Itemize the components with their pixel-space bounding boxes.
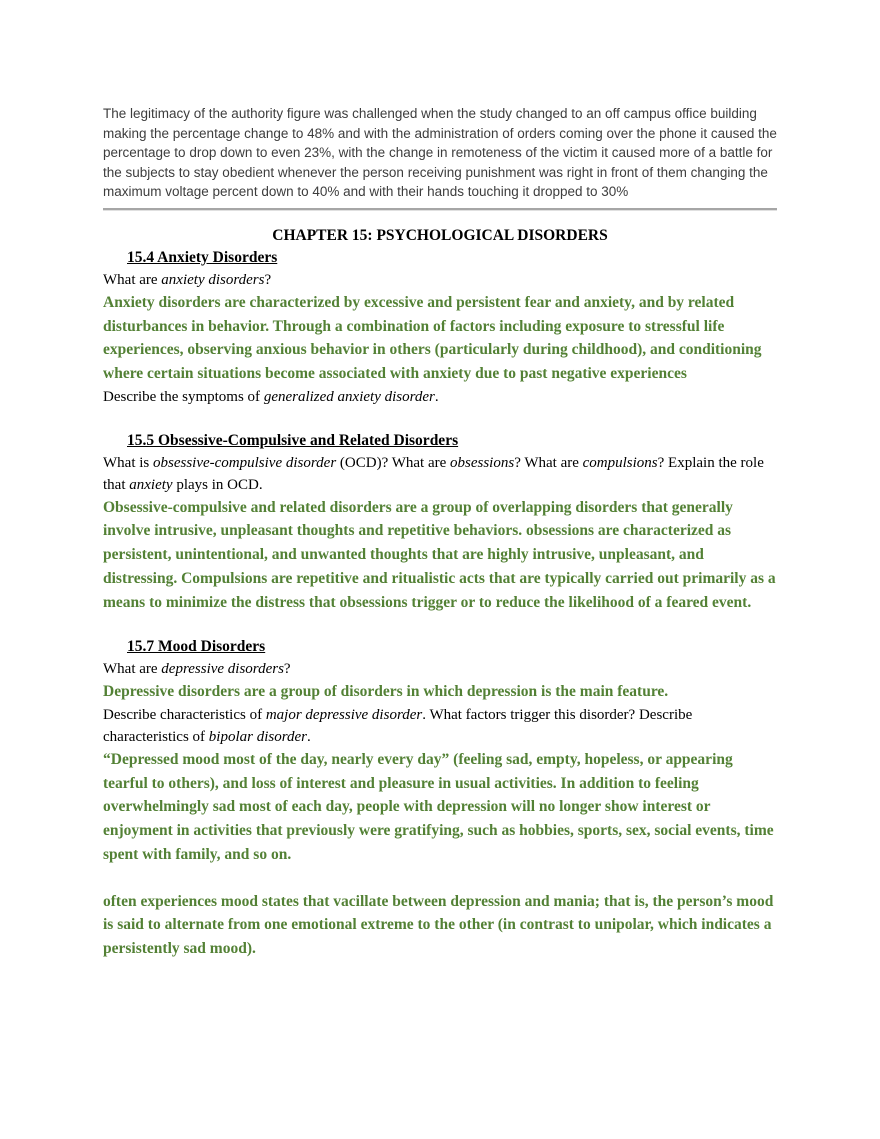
answer-ocd: Obsessive-compulsive and related disorders are a group of overlapping disorders that generally involve intrusive, unpleasant thoughts and repetitive behaviors. obsessions are characterized as persistent, unintentional, and unwanted thoughts that are highly intrusive, unpleasant, and distressing. Compulsions are repetitive and ritualistic acts that are typically carried out primarily as a means to minimize the distress that obsessions trigger or to reduce the likelihood of a feared event. — [103, 498, 776, 611]
question-mdd-bipolar — [103, 704, 777, 748]
question-text: What is — [103, 454, 153, 471]
question-text: ? — [283, 661, 291, 678]
question-text: . What factors trigger this disorder? Describe characteristics of — [103, 707, 693, 745]
question-text: Describe characteristics of — [103, 707, 266, 723]
intro-paragraph: The legitimacy of the authority figure was challenged when the study changed to an off campus office building making the percentage change to 48% and with the administration of orders coming over the phone it caused the percentage to drop down to even 23%, with the change in remoteness of the victim it caused more of a battle for the subjects to stay obedient whenever the person receiving punishment was right in front of them changing the maximum voltage percent down to 40% and with their hands touching it dropped to 30% — [103, 106, 777, 200]
section-heading-mood-disorders: 15.7 Mood Disorders — [127, 638, 266, 656]
question-ocd — [103, 452, 777, 496]
answer-anxiety-disorders: Anxiety disorders are characterized by excessive and persistent fear and anxiety, and by related disturbances in behavior. Through a combination of factors including exposure to stressful life experiences, observing anxious behavior in others (particularly during childhood), and conditioning where certain situations become associated with anxiety due to past negative experiences — [103, 293, 762, 383]
question-text: (OCD)? What are — [336, 454, 451, 471]
question-anxiety-definition — [103, 269, 777, 291]
question-text: What are — [103, 661, 162, 678]
answer-depressive-disorders: Depressive disorders are a group of disorders in which depression is the main feature. — [103, 683, 669, 701]
question-text: . — [434, 388, 439, 405]
italic-term-anxiety-disorders: anxiety disorders — [161, 271, 265, 288]
question-text: ? — [264, 271, 272, 288]
section-heading-anxiety-disorders: 15.4 Anxiety Disorders — [127, 248, 278, 266]
italic-term-major-depressive-disorder: major depressive disorder — [265, 707, 423, 723]
italic-term-generalized-anxiety-disorder: generalized anxiety disorder — [263, 388, 435, 405]
question-text: ? What are — [514, 454, 583, 471]
italic-term-bipolar-disorder: bipolar disorder — [208, 729, 307, 745]
italic-term-obsessions: obsessions — [450, 454, 515, 471]
answer-major-depressive-disorder: “Depressed mood most of the day, nearly every day” (feeling sad, empty, hopeless, or appearing tearful to others), and loss of interest and pleasure in usual activities. In addition to feeling overwhelmingly sad most of each day, people with depression will no longer show interest or enjoyment in activities that previously were gratifying, such as hobbies, sports, sex, social events, time spent with family, and so on. — [103, 751, 774, 863]
italic-term-anxiety: anxiety — [129, 476, 173, 493]
question-depressive-disorders — [103, 658, 777, 680]
question-gad-symptoms — [103, 386, 777, 408]
italic-term-compulsions: compulsions — [582, 454, 658, 471]
question-text: ? Explain the role that — [103, 454, 764, 493]
question-text: plays in OCD. — [172, 476, 263, 493]
italic-term-depressive-disorders: depressive disorders — [161, 661, 284, 678]
chapter-title: CHAPTER 15: PSYCHOLOGICAL DISORDERS — [272, 226, 608, 244]
horizontal-divider — [103, 208, 777, 211]
question-text: . — [306, 729, 311, 745]
answer-bipolar-disorder: often experiences mood states that vacillate between depression and mania; that is, the person’s mood is said to alternate from one emotional extreme to the other (in contrast to unipolar, which indicates a persistently sad mood). — [103, 892, 774, 957]
question-text: Describe the symptoms of — [103, 388, 264, 405]
question-text: What are — [103, 271, 162, 288]
italic-term-ocd: obsessive-compulsive disorder — [153, 454, 337, 471]
section-heading-ocd: 15.5 Obsessive-Compulsive and Related Disorders — [127, 431, 459, 449]
